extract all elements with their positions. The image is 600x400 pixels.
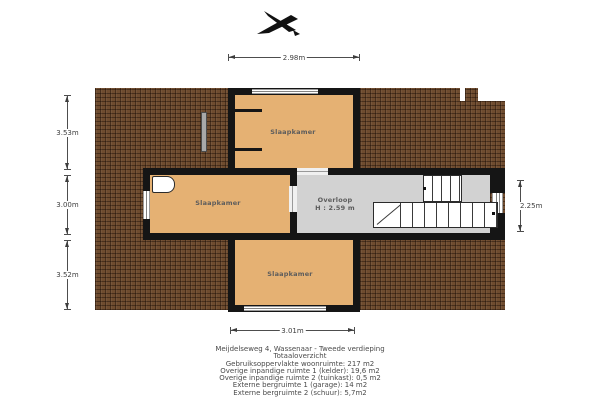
landing-ceiling-height: H : 2.59 m [315, 204, 355, 212]
footer-summary [0, 346, 600, 397]
footer-living-area-line: Gebruiksoppervlakte woonruimte: 217 m2 [225, 359, 375, 368]
footer-overview-line: Totaaloverzicht [273, 352, 327, 361]
dimension-left-middle-label: 3.00m [56, 201, 79, 209]
dimension-left-upper-label: 3.53m [56, 128, 79, 137]
stairs-lower-flight [373, 202, 498, 228]
door-opening-bedroom-top [297, 168, 328, 175]
landing-bottom-wall [353, 233, 505, 240]
dimension-left-lower [56, 240, 79, 310]
bedroom-bottom-label: Slaapkamer [267, 270, 313, 278]
footer-indoor-space-1-line: Overige inpandige ruimte 1 (kelder): 19,6 m2 [220, 366, 380, 375]
dimension-left-upper [56, 95, 79, 170]
window-bottom-wall [244, 306, 326, 311]
stairs-upper-flight [423, 175, 462, 202]
footer-address-line: Meijdelseweg 4, Wassenaar - Tweede verdieping [215, 345, 385, 353]
landing-top-wall [353, 168, 505, 175]
window-left-wall [143, 191, 150, 219]
knee-wall-line-lower [235, 148, 262, 151]
footer-indoor-space-2-line: Overige inpandige ruimte 2 (tuinkast): 0,5 m2 [219, 374, 381, 383]
dimension-left-lower-label: 3.52m [56, 271, 79, 279]
dimension-right-label: 2.25m [520, 202, 543, 210]
knee-wall-line-upper [235, 109, 262, 112]
sink-fixture [152, 176, 175, 193]
compass-north-icon [256, 8, 300, 38]
dimension-bottom-label: 3.01m [281, 326, 304, 335]
stair-handrail-tick-upper [423, 187, 426, 190]
dimension-bottom [230, 326, 355, 335]
landing-name: Overloop [317, 196, 353, 204]
stair-handrail-tick-lower [492, 212, 495, 215]
dimension-right [516, 180, 543, 232]
footer-external-storage-1-line: Externe bergruimte 1 (garage): 14 m2 [232, 381, 368, 390]
bedroom-left-label: Slaapkamer [195, 199, 241, 207]
roof-area-chimney-tab [465, 88, 478, 102]
footer-external-storage-2-line: Externe bergruimte 2 (schuur): 5,7m2 [233, 388, 367, 397]
landing-label [315, 196, 355, 212]
roof-window-bar [201, 112, 207, 152]
window-top-wall [252, 89, 318, 94]
bedroom-top-label: Slaapkamer [270, 128, 316, 136]
stair-winder-line [377, 204, 401, 225]
dimension-top [228, 53, 360, 62]
dimension-top-label: 2.98m [282, 53, 306, 62]
door-opening-bedroom-left [289, 186, 297, 212]
landing-right-wall-upper [490, 168, 505, 193]
dimension-left-middle [56, 175, 79, 235]
